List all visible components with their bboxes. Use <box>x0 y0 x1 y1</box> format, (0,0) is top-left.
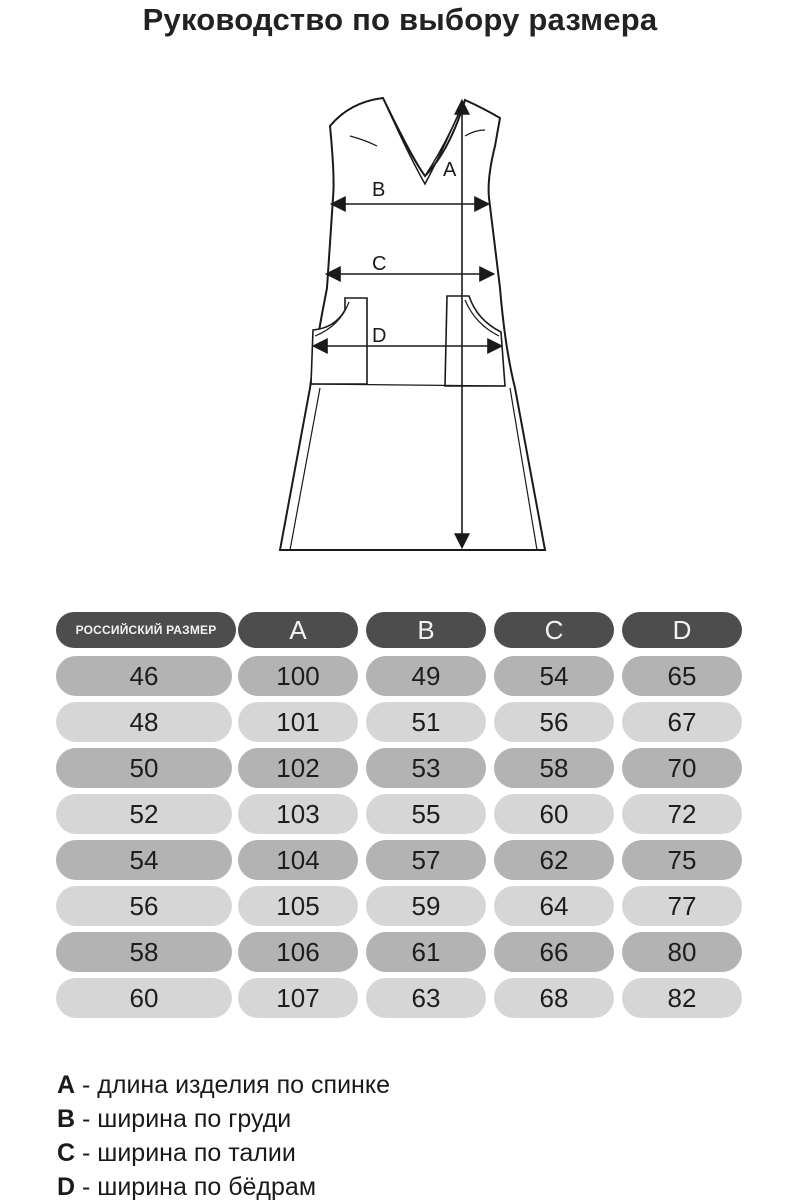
table-cell: 49 <box>366 656 486 696</box>
table-cell: 105 <box>238 886 358 926</box>
header-d: D <box>622 612 742 648</box>
legend-item-c: C - ширина по талии <box>57 1139 296 1167</box>
measure-a-label: A <box>443 159 457 181</box>
table-cell: 48 <box>56 702 232 742</box>
table-cell: 68 <box>494 978 614 1018</box>
measure-d-label: D <box>372 325 387 347</box>
page-title: Руководство по выбору размера <box>142 2 658 37</box>
table-cell: 72 <box>622 794 742 834</box>
header-b: B <box>366 612 486 648</box>
dress-diagram <box>265 88 555 558</box>
table-cell: 66 <box>494 932 614 972</box>
table-cell: 57 <box>366 840 486 880</box>
table-cell: 62 <box>494 840 614 880</box>
table-cell: 51 <box>366 702 486 742</box>
table-cell: 102 <box>238 748 358 788</box>
table-cell: 77 <box>622 886 742 926</box>
table-cell: 56 <box>494 702 614 742</box>
table-cell: 100 <box>238 656 358 696</box>
table-cell: 103 <box>238 794 358 834</box>
table-cell: 59 <box>366 886 486 926</box>
header-russian-size: РОССИЙСКИЙ РАЗМЕР <box>56 612 236 648</box>
table-cell: 54 <box>56 840 232 880</box>
table-cell: 61 <box>366 932 486 972</box>
table-cell: 46 <box>56 656 232 696</box>
table-cell: 67 <box>622 702 742 742</box>
header-a: A <box>238 612 358 648</box>
table-cell: 107 <box>238 978 358 1018</box>
table-cell: 55 <box>366 794 486 834</box>
table-cell: 56 <box>56 886 232 926</box>
table-cell: 70 <box>622 748 742 788</box>
measure-b-label: B <box>372 179 386 201</box>
table-cell: 54 <box>494 656 614 696</box>
table-cell: 80 <box>622 932 742 972</box>
table-cell: 106 <box>238 932 358 972</box>
table-cell: 63 <box>366 978 486 1018</box>
table-cell: 60 <box>56 978 232 1018</box>
table-cell: 58 <box>494 748 614 788</box>
legend-item-a: A - длина изделия по спинке <box>57 1071 390 1099</box>
table-cell: 64 <box>494 886 614 926</box>
table-cell: 75 <box>622 840 742 880</box>
dress-outline <box>280 98 545 550</box>
legend-item-d: D - ширина по бёдрам <box>57 1173 317 1201</box>
table-cell: 104 <box>238 840 358 880</box>
measure-c-label: C <box>372 253 387 275</box>
table-cell: 52 <box>56 794 232 834</box>
table-cell: 65 <box>622 656 742 696</box>
table-cell: 60 <box>494 794 614 834</box>
table-cell: 50 <box>56 748 232 788</box>
dress-illustration <box>265 88 555 558</box>
table-cell: 82 <box>622 978 742 1018</box>
table-cell: 58 <box>56 932 232 972</box>
header-c: C <box>494 612 614 648</box>
table-cell: 101 <box>238 702 358 742</box>
legend-item-b: B - ширина по груди <box>57 1105 292 1133</box>
measurement-legend <box>57 1068 390 1204</box>
table-cell: 53 <box>366 748 486 788</box>
